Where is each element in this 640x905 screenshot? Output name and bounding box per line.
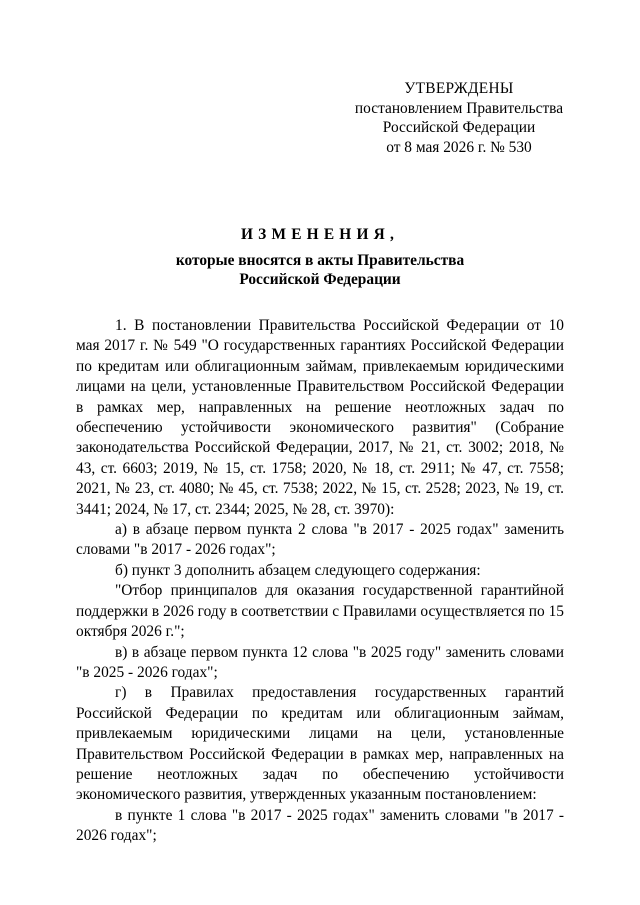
paragraph-7: в пункте 1 слова "в 2017 - 2025 годах" заменить словами "в 2017 - 2026 годах"; <box>76 806 564 845</box>
paragraph-4: "Отбор принципалов для оказания государственной гарантийной поддержки в 2026 году в соответствии с Правилами осуществляется по 15 октября 2026 г."; <box>76 582 564 641</box>
paragraph-2: а) в абзаце первом пункта 2 слова "в 2017 - 2025 годах" заменить словами "в 2017 - 2026 годах"; <box>76 521 564 559</box>
approval-line-1: постановлением Правительства <box>354 99 564 117</box>
approval-line-3: от 8 мая 2026 г. № 530 <box>386 138 532 156</box>
document-body <box>76 316 564 847</box>
title-main: ИЗМЕНЕНИЯ, <box>240 226 400 243</box>
approval-heading: УТВЕРЖДЕНЫ <box>404 80 514 97</box>
approval-line-2: Российской Федерации <box>382 119 536 136</box>
paragraph-3: б) пункт 3 дополнить абзацем следующего содержания: <box>115 561 481 579</box>
paragraph-5: в) в абзаце первом пункта 12 слова "в 2025 году" заменить словами "в 2025 - 2026 годах"; <box>76 643 564 681</box>
approval-stamp <box>340 79 578 157</box>
paragraph-6: г) в Правилах предоставления государственных гарантий Российской Федерации по кредитам или облигационным займам, привлекаемым юридическими лицами на цели, установленные Правительством Российской Федерации в рамках мер, направленных на решение неотложных задач по обеспечению устойчивости экономического развития, утвержденных указанным постановлением: <box>76 684 564 804</box>
title-subtitle <box>100 251 540 289</box>
document-title <box>100 225 540 289</box>
paragraph-1: 1. В постановлении Правительства Российской Федерации от 10 мая 2017 г. № 549 "О государственных гарантиях Российской Федерации по кредитам или облигационным займам, привлекаемым юридическими лицами на цели, установленные Правительством Российской Федерации в рамках мер, направленных на решение неотложных задач по обеспечению устойчивости экономического развития" (Собрание законодательства Российской Федерации, 2017, № 21, ст. 3002; 2018, № 43, ст. 6603; 2019, № 15, ст. 1758; 2020, № 18, ст. 2911; № 47, ст. 7558; 2021, № 23, ст. 4080; № 45, ст. 7538; 2022, № 15, ст. 2528; 2023, № 19, ст. 3441; 2024, № 17, ст. 2344; 2025, № 28, ст. 3970): <box>76 317 564 518</box>
subtitle-line-1: которые вносятся в акты Правительства <box>175 252 465 269</box>
subtitle-line-2: Российской Федерации <box>239 271 401 288</box>
